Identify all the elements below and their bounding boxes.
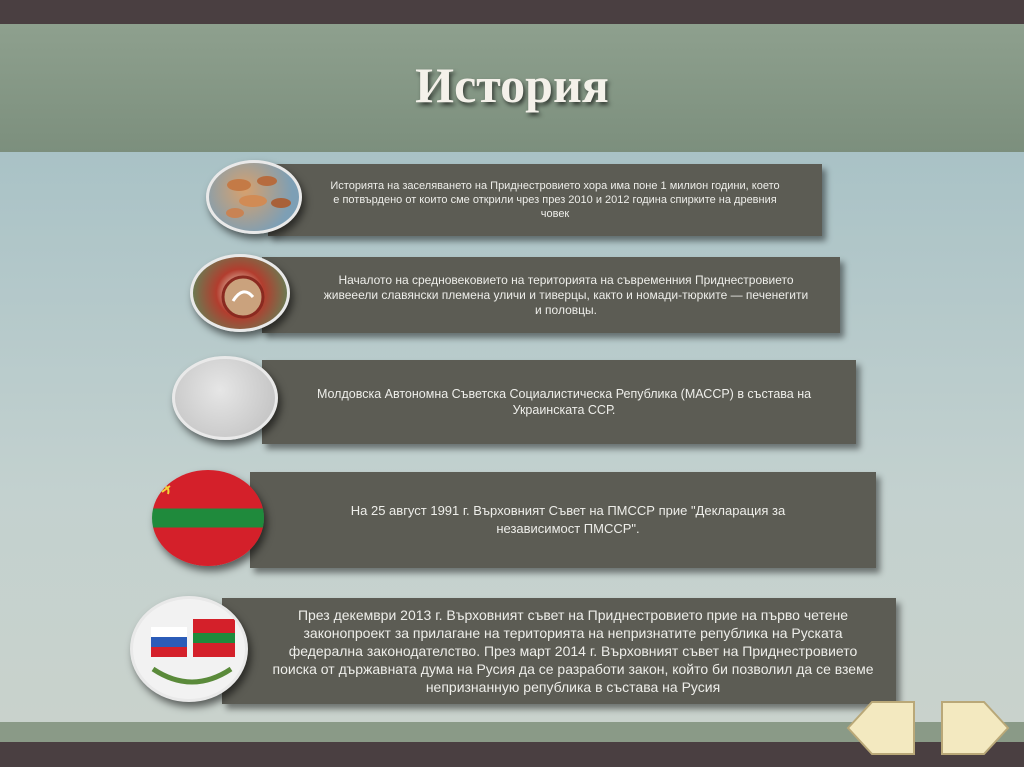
timeline-text-1: Историята на заселяването на Приднестровието хора има поне 1 милион години, което е потвърдено от които сме открили чрез през 2010 и 2012 година спирките на древния човек — [330, 180, 780, 220]
timeline-band-1 — [268, 164, 822, 236]
hammer-sickle-icon — [152, 470, 264, 566]
timeline-band-2 — [262, 257, 840, 333]
timeline-band-5 — [222, 598, 896, 704]
blank-circle — [172, 356, 278, 440]
timeline-band-3 — [262, 360, 856, 444]
page-title: История — [415, 57, 609, 113]
arrow-right-icon — [940, 700, 1010, 756]
arrow-left-icon — [846, 700, 916, 756]
timeline-text-3: Молдовска Автономна Съветска Социалистическа Република (МАССР) в състава на Украинската ССР. — [316, 387, 812, 417]
artifacts-photo — [206, 160, 302, 234]
timeline-text-2: Началото на средновековието на територията на съвременния Приднестровието живееели славянски племена уличи и тиверцы, както и номади-тюрките — печенегити и половцы. — [323, 272, 809, 317]
timeline-text-5: През декември 2013 г. Върховният съвет на Приднестровието прие на първо четене законопроект за прилагане на територията на непризнатите република на Руската федерална законодателство. През март 2014 г. Върховният съвет на Приднестровието поиска от държавната дума на Русия да се разработи закон, който би позволил да се вземе непризнанную република в състава на Русия — [272, 607, 874, 695]
pmr-flag — [152, 470, 264, 566]
top-bar — [0, 0, 1024, 24]
timeline-text-4: На 25 август 1991 г. Върховният Съвет на ПМССР прие "Декларация за независимост ПМССР". — [350, 503, 786, 536]
timeline-band-4 — [250, 472, 876, 568]
medieval-coin-photo — [190, 254, 290, 332]
next-button[interactable] — [940, 700, 1010, 756]
flags-emblem — [130, 596, 248, 702]
prev-button[interactable] — [846, 700, 916, 756]
